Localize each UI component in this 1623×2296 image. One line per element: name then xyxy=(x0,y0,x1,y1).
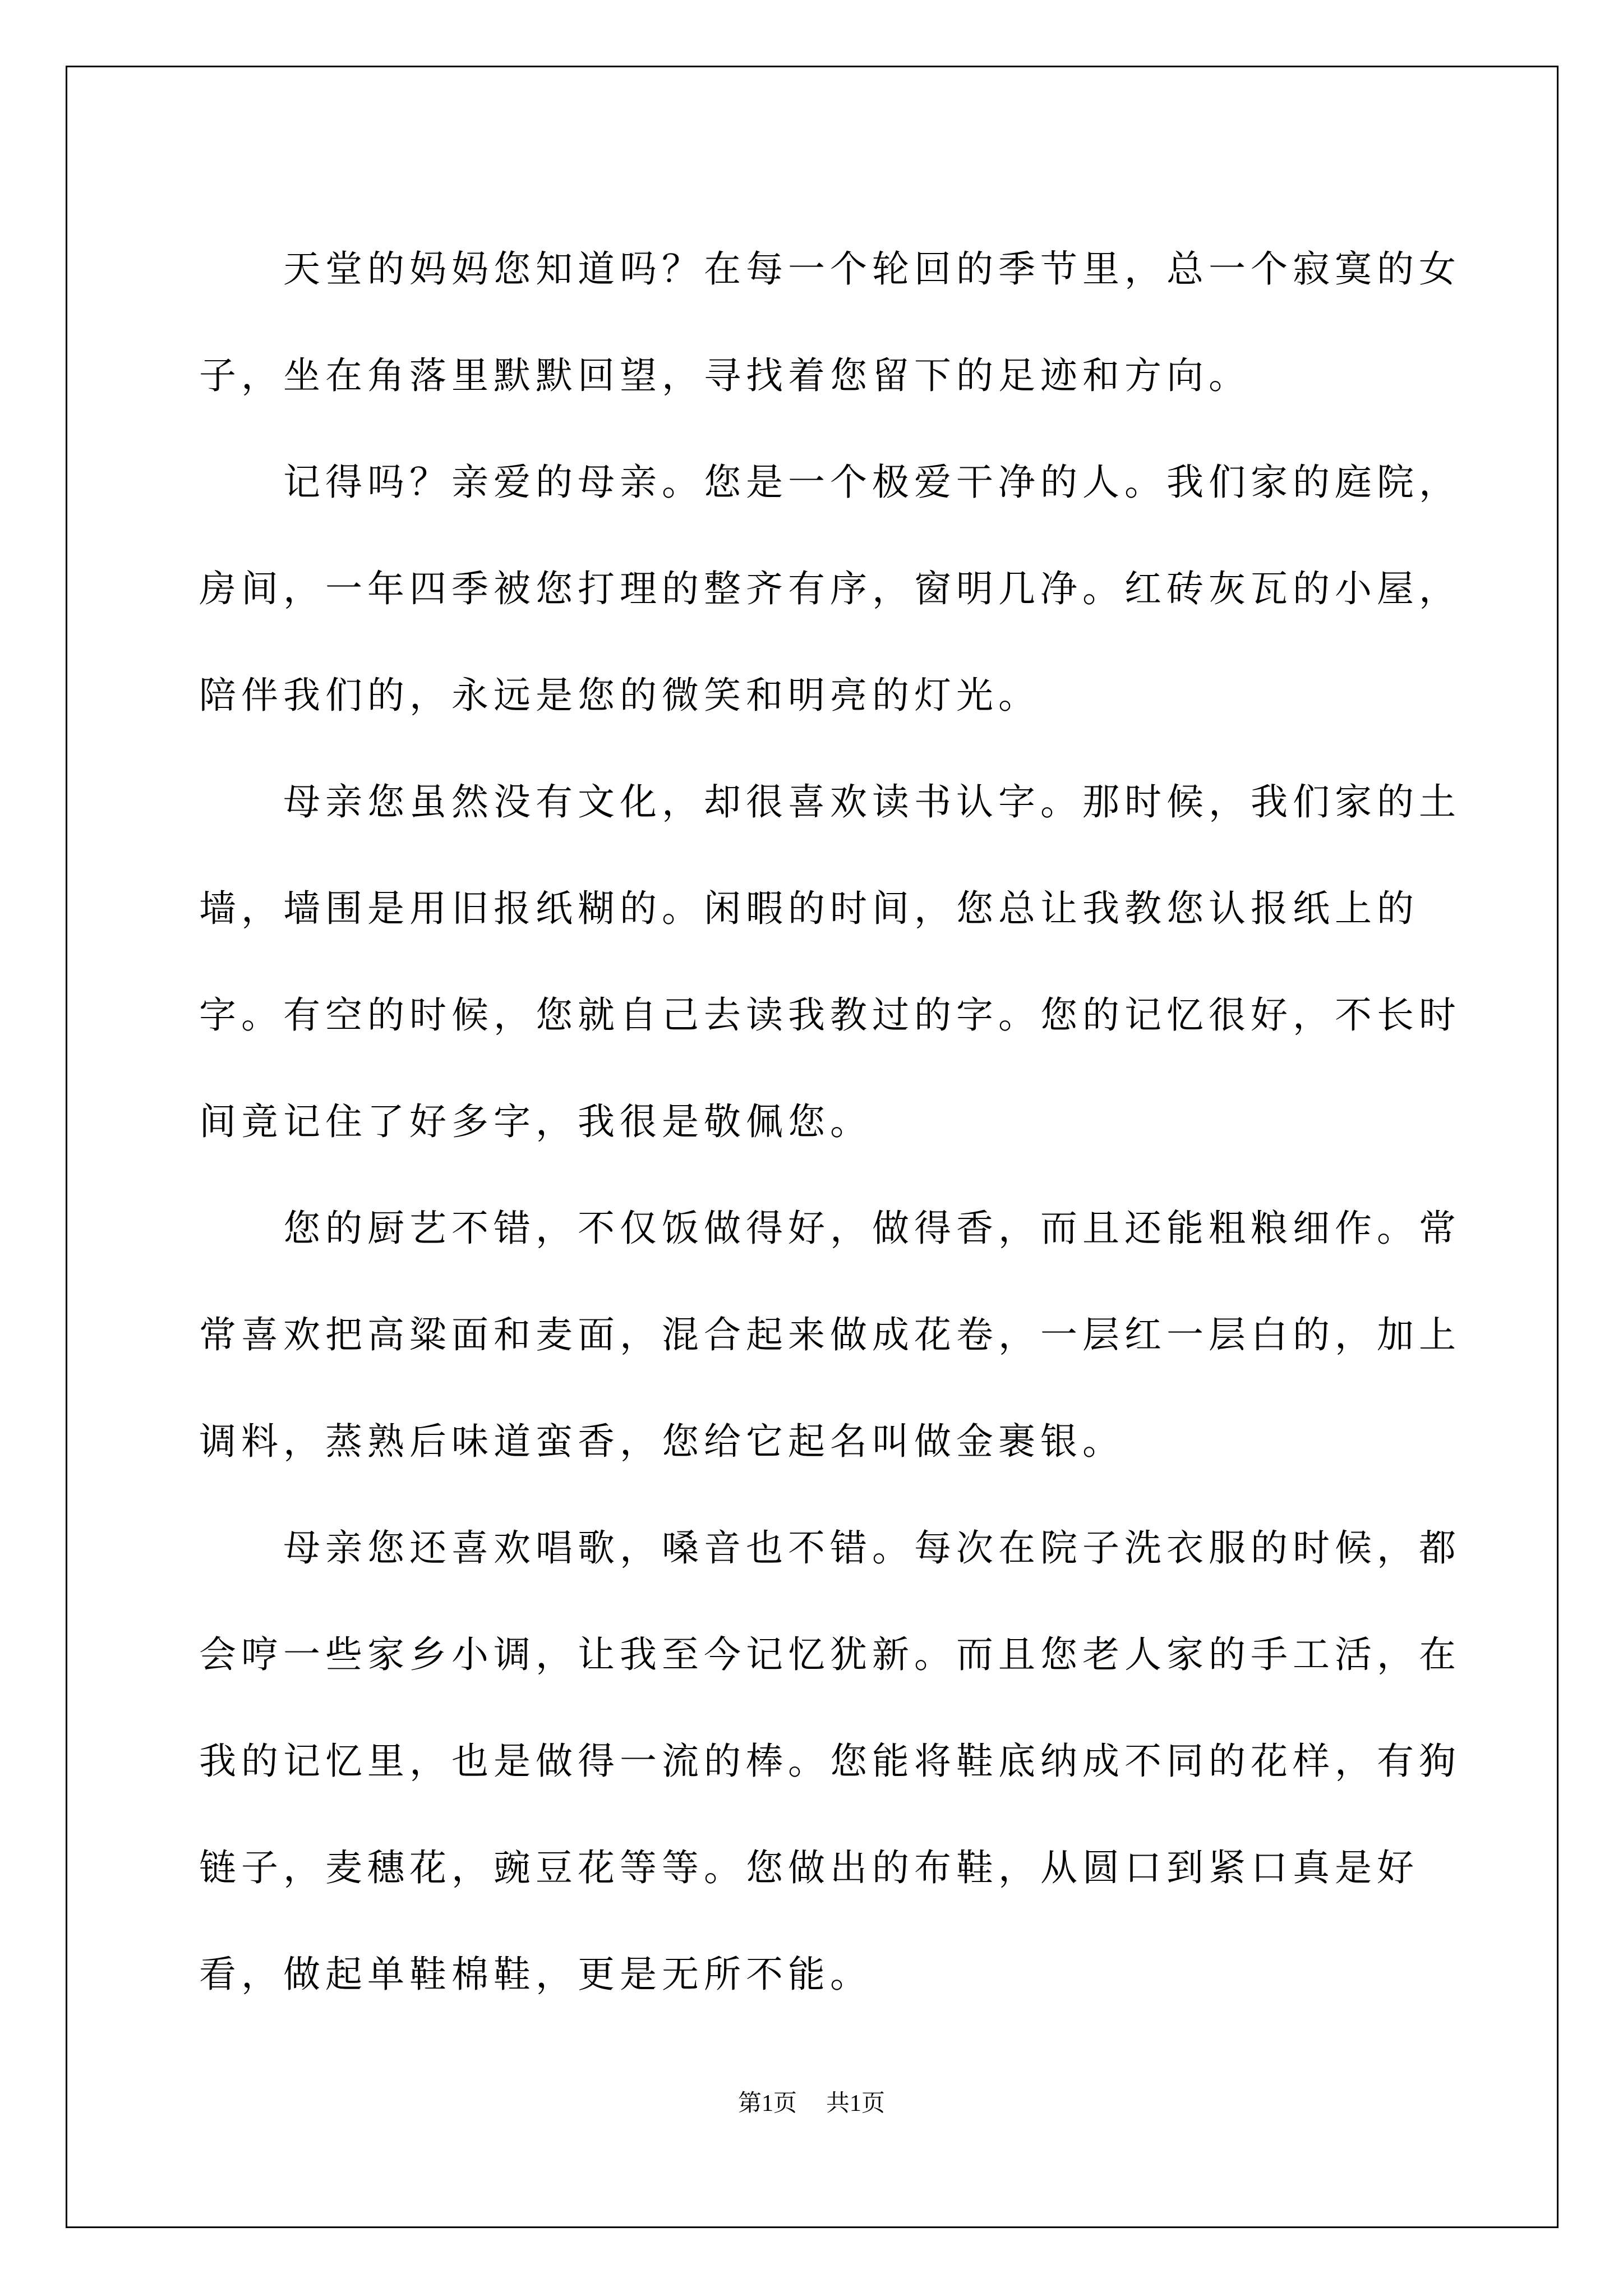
page-footer xyxy=(0,2087,1623,2120)
paragraph-1: 天堂的妈妈您知道吗？在每一个轮回的季节里，总一个寂寞的女子，坐在角落里默默回望，寻找着您留下的足迹和方向。 xyxy=(199,247,1461,397)
paragraph-3: 母亲您虽然没有文化，却很喜欢读书认字。那时候，我们家的土墙，墙围是用旧报纸糊的。闲暇的时间，您总让我教您认报纸上的字。有空的时候，您就自己去读我教过的字。您的记忆很好，不长时间竟记住了好多字，我很是敬佩您。 xyxy=(199,780,1461,1143)
total-pages: 共1页 xyxy=(826,2091,886,2116)
paragraph-4: 您的厨艺不错，不仅饭做得好，做得香，而且还能粗粮细作。常常喜欢把高粱面和麦面，混合起来做成花卷，一层红一层白的，加上调料，蒸熟后味道蛮香，您给它起名叫做金裹银。 xyxy=(199,1207,1461,1463)
page-number: 第1页 xyxy=(737,2091,797,2116)
paragraph-2: 记得吗？亲爱的母亲。您是一个极爱干净的人。我们家的庭院，房间，一年四季被您打理的整齐有序，窗明几净。红砖灰瓦的小屋，陪伴我们的，永远是您的微笑和明亮的灯光。 xyxy=(199,461,1461,717)
paragraph-5: 母亲您还喜欢唱歌，嗓音也不错。每次在院子洗衣服的时候，都会哼一些家乡小调，让我至今记忆犹新。而且您老人家的手工活，在我的记忆里，也是做得一流的棒。您能将鞋底纳成不同的花样，有狗链子，麦穗花，豌豆花等等。您做出的布鞋，从圆口到紧口真是好看，做起单鞋棉鞋，更是无所不能。 xyxy=(199,1526,1461,1996)
document-body xyxy=(199,216,1461,2028)
